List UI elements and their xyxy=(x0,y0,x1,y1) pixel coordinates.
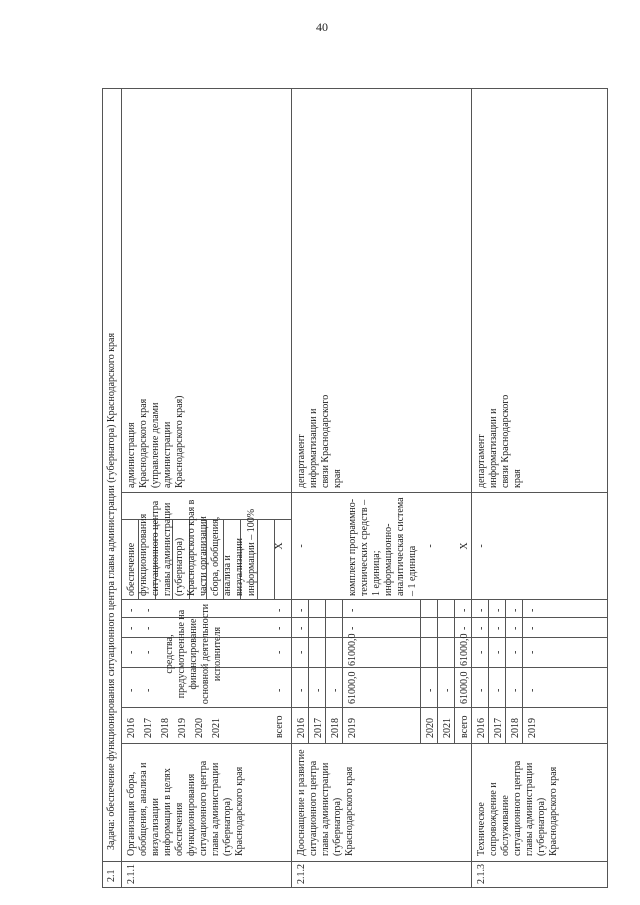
table-rule xyxy=(471,667,608,668)
cell-value: - xyxy=(274,688,285,692)
table-border-bottom xyxy=(607,88,608,888)
table-rule xyxy=(454,600,455,744)
year-label: 2016 xyxy=(296,718,307,738)
table-rule xyxy=(308,600,309,744)
cell-value: - xyxy=(493,688,504,692)
table-rule xyxy=(488,600,489,744)
cell-value: - xyxy=(143,688,154,692)
cell-value: - xyxy=(296,626,307,630)
year-label: 2019 xyxy=(347,718,358,738)
table-rule xyxy=(121,599,608,600)
cell-value: - xyxy=(476,688,487,692)
cell-value: - xyxy=(347,608,358,612)
cell-value: - xyxy=(493,608,504,612)
table-rule xyxy=(121,743,608,744)
row-number-2-1-1: 2.1.1 xyxy=(126,864,137,884)
section-number: 2.1 xyxy=(106,869,117,882)
cell-value: - xyxy=(296,688,307,692)
cell-value: - xyxy=(330,688,341,692)
cell-value: - xyxy=(459,626,470,630)
value-2019-regional: 61000,0 xyxy=(347,633,358,666)
cell-value: - xyxy=(527,650,538,654)
cell-value: - xyxy=(527,608,538,612)
cell-value: - xyxy=(510,688,521,692)
year-label: 2019 xyxy=(527,718,538,738)
cell-value: - xyxy=(274,608,285,612)
page-number: 40 xyxy=(316,20,328,34)
table-rule xyxy=(325,600,326,744)
table-rule xyxy=(471,88,472,888)
cell-value: - xyxy=(143,650,154,654)
cell-value: - xyxy=(296,650,307,654)
table-border-right xyxy=(102,88,608,89)
cell-value: - xyxy=(296,608,307,612)
table-rule xyxy=(291,667,471,668)
value-2019-total: 61000,0 xyxy=(347,671,358,704)
cell-value: - xyxy=(510,608,521,612)
table-border-top xyxy=(102,88,103,888)
table-rule xyxy=(471,637,608,638)
funding-note: средства, предусмотренные на финансирование основной деятельности исполнителя xyxy=(164,603,223,705)
year-label: 2018 xyxy=(510,718,521,738)
cell-value: - xyxy=(476,650,487,654)
row-number-2-1-2: 2.1.2 xyxy=(296,864,307,884)
year-label: 2016 xyxy=(126,718,137,738)
cell-value: - xyxy=(527,626,538,630)
result-2-1-2: комплект программно-технических средств – 1 единица; информационно-аналитическая система – 1 единица xyxy=(347,497,418,596)
x-mark: Х xyxy=(459,542,470,550)
cell-value: - xyxy=(296,544,307,548)
year-label: 2021 xyxy=(211,718,222,738)
table-rule xyxy=(420,600,421,744)
x-mark: Х xyxy=(274,542,285,550)
executor-2-1-3: департамент информатизации и связи Краснодарского края xyxy=(476,394,523,488)
task-title: Задача: обеспечение функционирования ситуационного центра главы администрации (губернатора) Краснодарского края xyxy=(106,332,117,850)
cell-value: - xyxy=(347,626,358,630)
table-rule xyxy=(471,617,608,618)
cell-value: - xyxy=(425,544,436,548)
row-name-2-1-2: Дооснащение и развитие ситуационного центра главы администрации (губернатора) Краснодарского края xyxy=(296,749,355,856)
cell-value: - xyxy=(442,688,453,692)
cell-value: - xyxy=(510,650,521,654)
table-rule xyxy=(291,88,292,888)
cell-value: - xyxy=(143,608,154,612)
cell-value: - xyxy=(274,650,285,654)
cell-value: - xyxy=(459,608,470,612)
year-label: 2020 xyxy=(425,718,436,738)
executor-2-1-2: департамент информатизации и связи Краснодарского края xyxy=(296,394,343,488)
cell-value: - xyxy=(527,688,538,692)
year-label: 2017 xyxy=(313,718,324,738)
cell-value: - xyxy=(143,626,154,630)
cell-value: - xyxy=(493,626,504,630)
total-label: всего xyxy=(459,715,470,738)
table-rule xyxy=(471,707,608,708)
year-label: 2021 xyxy=(442,718,453,738)
year-label: 2018 xyxy=(160,718,171,738)
year-label: 2019 xyxy=(177,718,188,738)
table-rule xyxy=(121,88,122,888)
table-rule xyxy=(437,600,438,744)
cell-value: - xyxy=(126,688,137,692)
rotated-table xyxy=(102,88,608,888)
cell-value: - xyxy=(126,626,137,630)
year-label: 2018 xyxy=(330,718,341,738)
table-rule xyxy=(121,861,608,862)
table-rule xyxy=(121,492,608,493)
cell-value: - xyxy=(313,688,324,692)
table-rule xyxy=(505,600,506,744)
cell-value: - xyxy=(493,650,504,654)
table-rule xyxy=(291,707,471,708)
cell-value: - xyxy=(425,688,436,692)
year-label: 2016 xyxy=(476,718,487,738)
cell-value: - xyxy=(476,544,487,548)
cell-value: - xyxy=(476,608,487,612)
total-label: всего xyxy=(274,715,285,738)
cell-value: - xyxy=(476,626,487,630)
row-number-2-1-3: 2.1.3 xyxy=(476,864,487,884)
cell-value: - xyxy=(126,650,137,654)
table-rule xyxy=(291,617,471,618)
executor-2-1-1: администрация Краснодарского края (управление делами администрации Краснодарского края) xyxy=(126,395,185,488)
value-total-regional: 61000,0 xyxy=(459,633,470,666)
table-rule xyxy=(291,637,471,638)
year-label: 2020 xyxy=(194,718,205,738)
cell-value: - xyxy=(126,608,137,612)
table-border-left xyxy=(102,887,608,888)
table-rule xyxy=(102,861,121,862)
table-rule xyxy=(121,707,291,708)
cell-value: - xyxy=(274,626,285,630)
row-name-2-1-3: Техническое сопровождение и обслуживание ситуационного центра главы администрации (губернатора) Краснодарского края xyxy=(476,760,559,856)
table-rule xyxy=(342,600,343,744)
table-rule xyxy=(522,600,523,744)
cell-value: - xyxy=(510,626,521,630)
year-label: 2017 xyxy=(143,718,154,738)
result-2-1-1: обеспечение функционирования ситуационного центра главы администрации (губернатора) Краснодарского края в части организации сбора, обобщения, анализа и визуализации информации – 100% xyxy=(126,499,257,596)
year-label: 2017 xyxy=(493,718,504,738)
row-name-2-1-1: Организация сбора, обобщения, анализа и визуализации информации в целях обеспечения функционирования ситуационного центра главы администрации (губернатора) Краснодарского края xyxy=(126,760,245,856)
value-total-total: 61000,0 xyxy=(459,671,470,704)
